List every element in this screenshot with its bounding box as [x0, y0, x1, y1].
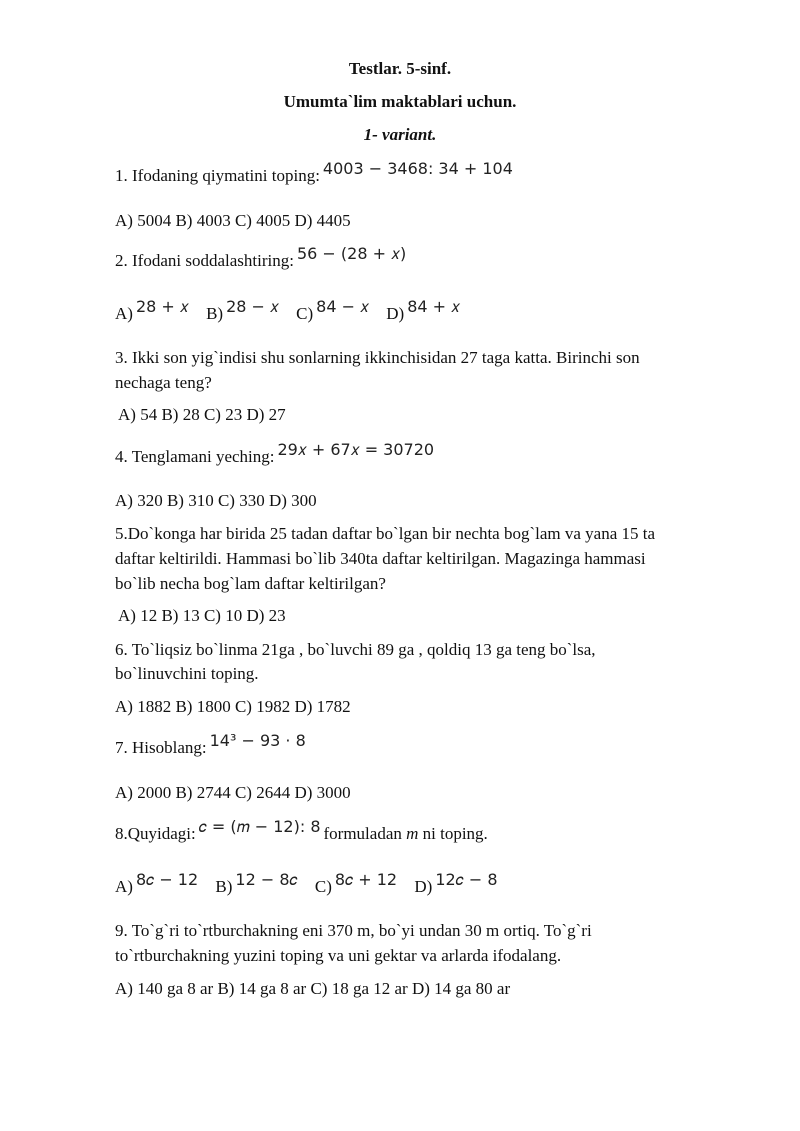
option-c: C) 8𝑐 + 12 — [314, 870, 398, 896]
question-6-line-1: 6. To`liqsiz bo`linma 21ga , bo`luvchi 89 ga , qoldiq 13 ga teng bo`lsa, — [115, 640, 596, 659]
question-5-options: A) 12 B) 13 C) 10 D) 23 — [118, 606, 286, 625]
variant-label: 1- variant. — [363, 125, 437, 144]
question-1-expression: 4003 − 3468: 34 + 104 — [322, 159, 513, 178]
question-6-line-2: bo`linuvchini toping. — [115, 664, 259, 683]
question-3-line-2: nechaga teng? — [115, 373, 212, 392]
question-7-expression: 14³ − 93 · 8 — [209, 731, 306, 750]
question-8-expression: 𝑐 = (𝑚 − 12): 8 — [198, 817, 321, 836]
question-7-text: 7. Hisoblang: — [115, 738, 207, 757]
option-a: A) 8𝑐 − 12 — [115, 870, 199, 896]
question-2-options — [115, 297, 463, 325]
question-7-options: A) 2000 B) 2744 C) 2644 D) 3000 — [115, 783, 351, 802]
option-b: B) 12 − 8𝑐 — [215, 870, 298, 896]
question-8-text: 8.Quyidagi: — [115, 824, 196, 843]
question-3-line-1: 3. Ikki son yig`indisi shu sonlarning ikkinchisidan 27 taga katta. Birinchi son — [115, 348, 640, 367]
question-5-line-2: daftar keltirildi. Hammasi bo`lib 340ta daftar keltirilgan. Magazinga hammasi — [115, 549, 646, 568]
question-8-options — [115, 870, 501, 898]
question-8-variable: m — [406, 824, 419, 843]
question-4-text: 4. Tenglamani yeching: — [115, 447, 275, 466]
question-2 — [115, 244, 409, 272]
option-b: B) 28 − 𝑥 — [206, 297, 279, 323]
option-d: D) 12𝑐 − 8 — [414, 870, 498, 896]
question-2-expression: 56 − (28 + 𝑥) — [296, 244, 407, 263]
question-1 — [115, 159, 516, 187]
question-6-options: A) 1882 B) 1800 C) 1982 D) 1782 — [115, 697, 351, 716]
question-9-line-1: 9. To`g`ri to`rtburchakning eni 370 m, bo`yi undan 30 m ortiq. To`g`ri — [115, 921, 592, 940]
question-5-line-3: bo`lib necha bog`lam daftar keltirilgan? — [115, 574, 386, 593]
page-subtitle: Umumta`lim maktablari uchun. — [283, 92, 517, 111]
question-4-expression: 29𝑥 + 67𝑥 = 30720 — [277, 440, 435, 459]
question-9-options: A) 140 ga 8 ar B) 14 ga 8 ar C) 18 ga 12 ar D) 14 ga 80 ar — [115, 979, 511, 998]
question-4 — [115, 440, 437, 468]
question-8: 8.Quyidagi: 𝑐 = (𝑚 − 12): 8 formuladan m ni toping. — [115, 817, 488, 843]
option-a: A) 28 + 𝑥 — [115, 297, 189, 323]
option-c: C) 84 − 𝑥 — [296, 297, 370, 323]
question-1-text: 1. Ifodaning qiymatini toping: — [115, 166, 320, 185]
page-title: Testlar. 5-sinf. — [348, 59, 452, 78]
option-d: D) 84 + 𝑥 — [386, 297, 461, 323]
question-3-options: A) 54 B) 28 C) 23 D) 27 — [118, 405, 286, 424]
question-5-line-1: 5.Do`konga har birida 25 tadan daftar bo`lgan bir nechta bog`lam va yana 15 ta — [115, 524, 656, 543]
question-2-text: 2. Ifodani soddalashtiring: — [115, 251, 294, 270]
question-9-line-2: to`rtburchakning yuzini toping va uni gektar va arlarda ifodalang. — [115, 946, 562, 965]
question-1-options: A) 5004 B) 4003 C) 4005 D) 4405 — [115, 211, 351, 230]
question-4-options: A) 320 B) 310 C) 330 D) 300 — [115, 491, 317, 510]
question-7 — [115, 731, 309, 759]
